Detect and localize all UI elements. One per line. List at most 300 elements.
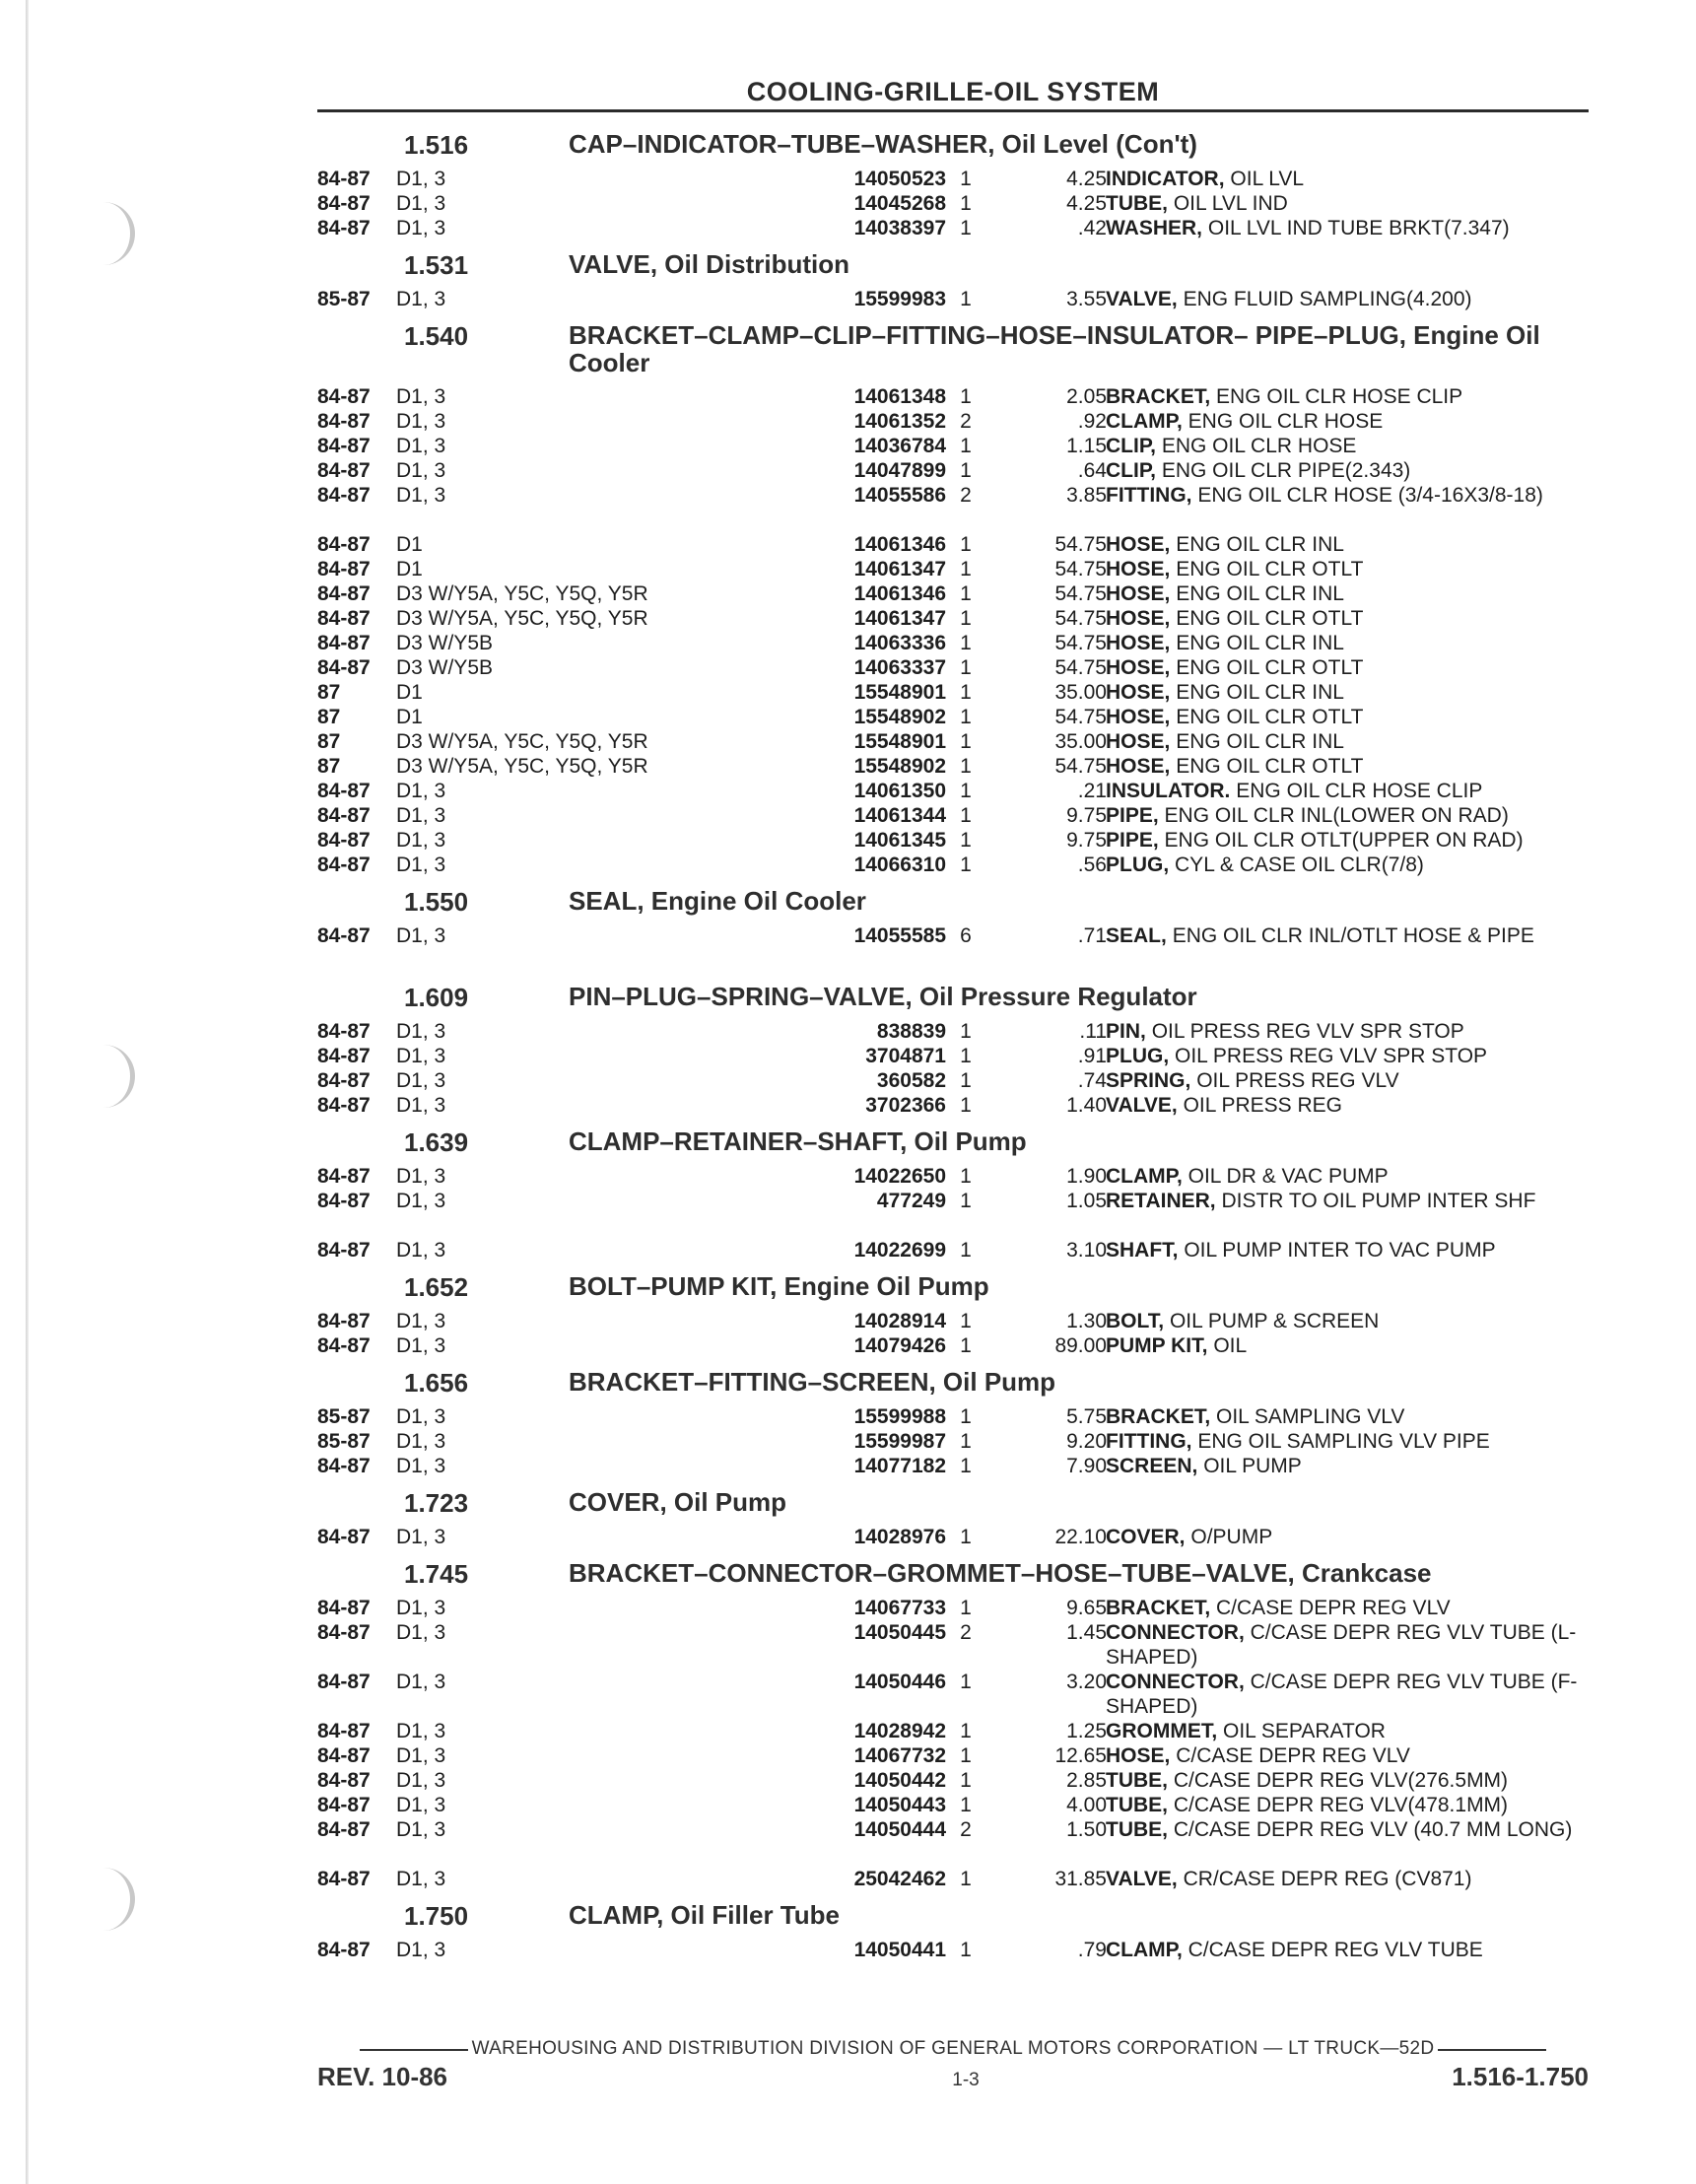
model-applicability: D1, 3 [396,780,446,802]
model-year: 84-87 [317,192,371,215]
quantity: 1 [960,385,972,408]
model-applicability: D3 W/Y5A, Y5C, Y5Q, Y5R [396,607,648,630]
model-applicability: D3 W/Y5B [396,632,494,654]
part-desc-text: ENG OIL CLR HOSE [1187,410,1384,433]
part-number: 14050443 [853,1794,946,1816]
part-desc-text: OIL LVL [1230,168,1305,190]
section-heading [317,1270,1589,1309]
part-row [317,631,1589,655]
model-applicability: D1, 3 [396,924,446,947]
model-year: 84-87 [317,1868,371,1890]
section-heading [317,128,1589,167]
part-name: RETAINER, [1106,1190,1216,1212]
quantity: 1 [960,1405,972,1428]
part-desc-text: C/CASE DEPR REG VLV TUBE [1187,1939,1483,1961]
section-number: 1.639 [404,1127,469,1157]
model-applicability: D1, 3 [396,853,446,876]
model-applicability: D1, 3 [396,1744,446,1767]
quantity: 1 [960,168,972,190]
model-year: 84-87 [317,1045,371,1067]
quantity: 1 [960,706,972,728]
model-year: 84-87 [317,459,371,482]
part-row [317,1429,1589,1454]
model-applicability: D1, 3 [396,1430,446,1453]
part-desc-text: OIL LVL IND TUBE BRKT(7.347) [1207,217,1510,239]
part-desc-text: ENG OIL CLR OTLT [1176,558,1364,580]
model-year: 84-87 [317,780,371,802]
part-number: 15548901 [853,730,946,753]
binder-hole-mark [91,1045,135,1108]
model-year: 87 [317,706,341,728]
price: 89.00 [1054,1334,1107,1357]
model-year: 84-87 [317,1939,371,1961]
model-applicability: D1, 3 [396,1239,446,1262]
part-row [317,191,1589,216]
part-desc-text: ENG FLUID SAMPLING(4.200) [1183,288,1472,310]
part-name: PIN, [1106,1020,1146,1043]
part-desc-text: OIL PUMP INTER TO VAC PUMP [1184,1239,1496,1262]
section-number: 1.652 [404,1272,469,1302]
quantity: 2 [960,1621,972,1644]
part-number: 14028942 [853,1720,946,1742]
model-year: 84-87 [317,582,371,605]
model-applicability: D1, 3 [396,1526,446,1548]
part-name: HOSE, [1106,533,1171,556]
model-year: 84-87 [317,1818,371,1841]
part-row [317,1938,1589,1962]
part-row [317,1189,1589,1238]
model-year: 84-87 [317,1597,371,1619]
part-name: PIPE, [1106,829,1159,852]
quantity: 1 [960,853,972,876]
quantity: 1 [960,1720,972,1742]
part-name: CLAMP, [1106,410,1183,433]
part-description [1106,483,1589,532]
quantity: 1 [960,533,972,556]
price: 1.40 [1066,1094,1107,1117]
part-number: 14022699 [853,1239,946,1262]
part-row [317,1743,1589,1768]
quantity: 1 [960,1430,972,1453]
part-row [317,1817,1589,1867]
model-applicability: D1 [396,533,423,556]
part-row [317,1309,1589,1333]
model-year: 84-87 [317,484,371,507]
page-title: COOLING-GRILLE-OIL SYSTEM [746,77,1160,106]
binder-hole-mark [91,202,135,265]
part-number: 14055585 [853,924,946,947]
part-number: 14047899 [853,459,946,482]
section-number: 1.745 [404,1559,469,1589]
part-desc-text: CYL & CASE OIL CLR(7/8) [1175,853,1424,876]
part-number: 14050445 [853,1621,946,1644]
model-year: 84-87 [317,410,371,433]
part-desc-text: C/CASE DEPR REG VLV TUBE (L-SHAPED) [1106,1621,1577,1669]
part-description [1106,1817,1589,1867]
part-name: FITTING, [1106,1430,1192,1453]
model-year: 84-87 [317,1020,371,1043]
part-desc-text: ENG OIL CLR INL [1176,533,1344,556]
part-row [317,803,1589,828]
model-year: 85-87 [317,1405,371,1428]
section-number: 1.531 [404,250,469,280]
section-heading [317,1486,1589,1525]
model-applicability: D1, 3 [396,1334,446,1357]
part-row [317,458,1589,483]
model-applicability: D1, 3 [396,168,446,190]
price: .74 [1077,1069,1107,1092]
part-row [317,1019,1589,1044]
model-year: 84-87 [317,1769,371,1792]
model-year: 84-87 [317,853,371,876]
quantity: 1 [960,459,972,482]
quantity: 1 [960,755,972,778]
part-row [317,483,1589,532]
model-applicability: D1, 3 [396,1094,446,1117]
section-number: 1.540 [404,321,469,351]
quantity: 1 [960,1868,972,1890]
section-number: 1.656 [404,1368,469,1398]
part-name: HOSE, [1106,755,1171,778]
quantity: 1 [960,288,972,310]
part-description [1106,1670,1589,1719]
quantity: 2 [960,1818,972,1841]
part-name: FITTING, [1106,484,1192,507]
quantity: 1 [960,1239,972,1262]
part-desc-text: OIL PRESS REG VLV SPR STOP [1151,1020,1464,1043]
part-description [1106,1938,1589,1987]
part-desc-text: OIL LVL IND [1173,192,1288,215]
part-number: 15599988 [853,1405,946,1428]
section-heading [317,1557,1589,1596]
price: .42 [1077,217,1107,239]
model-applicability: D1, 3 [396,288,446,310]
part-row [317,532,1589,557]
price: .79 [1077,1939,1107,1961]
model-applicability: D3 W/Y5A, Y5C, Y5Q, Y5R [396,755,648,778]
part-row [317,1620,1589,1670]
price: 7.90 [1066,1455,1107,1477]
price: 2.85 [1066,1769,1107,1792]
part-number: 14061344 [853,804,946,827]
part-name: HOSE, [1106,656,1171,679]
model-year: 84-87 [317,607,371,630]
section-title: BRACKET–CONNECTOR–GROMMET–HOSE–TUBE–VALVE, Crankcase [569,1558,1432,1588]
part-row [317,216,1589,240]
part-number: 14061350 [853,780,946,802]
model-year: 84-87 [317,804,371,827]
price: 54.75 [1054,656,1107,679]
footer-revision: REV. 10-86 [317,2062,448,2091]
model-applicability: D1, 3 [396,1069,446,1092]
quantity: 1 [960,1455,972,1477]
section-title: VALVE, Oil Distribution [569,249,850,279]
part-row [317,167,1589,191]
part-name: BRACKET, [1106,1405,1211,1428]
part-desc-text: ENG OIL CLR INL(LOWER ON RAD) [1164,804,1509,827]
quantity: 1 [960,1794,972,1816]
part-row [317,1525,1589,1549]
part-row [317,655,1589,680]
part-desc-text: ENG OIL CLR INL [1176,582,1344,605]
model-year: 87 [317,755,341,778]
part-name: COVER, [1106,1526,1186,1548]
part-desc-text: C/CASE DEPR REG VLV (40.7 MM LONG) [1173,1818,1573,1841]
part-name: HOSE, [1106,558,1171,580]
model-applicability: D1, 3 [396,804,446,827]
quantity: 1 [960,1045,972,1067]
price: 1.05 [1066,1190,1107,1212]
part-number: 14077182 [853,1455,946,1477]
part-desc-text: ENG OIL CLR OTLT [1176,755,1364,778]
part-row [317,1596,1589,1620]
model-year: 84-87 [317,1526,371,1548]
price: 54.75 [1054,706,1107,728]
section-title: PIN–PLUG–SPRING–VALVE, Oil Pressure Regulator [569,982,1197,1011]
model-applicability: D1 [396,706,423,728]
price: .71 [1077,924,1107,947]
quantity: 1 [960,192,972,215]
model-year: 84-87 [317,632,371,654]
part-name: HOSE, [1106,730,1171,753]
price: 4.25 [1066,168,1107,190]
part-description [1106,1189,1589,1238]
price: 1.45 [1066,1621,1107,1644]
model-applicability: D1 [396,681,423,704]
price: 3.85 [1066,484,1107,507]
part-desc-text: ENG OIL CLR PIPE(2.343) [1161,459,1411,482]
model-applicability: D1, 3 [396,1455,446,1477]
price: 9.75 [1066,829,1107,852]
part-name: HOSE, [1106,632,1171,654]
part-name: HOSE, [1106,681,1171,704]
part-row [317,1164,1589,1189]
part-number: 14079426 [853,1334,946,1357]
quantity: 1 [960,1671,972,1693]
footer-division-line [317,2038,1589,2060]
part-name: CLIP, [1106,435,1156,457]
model-applicability: D1 [396,558,423,580]
price: 5.75 [1066,1405,1107,1428]
price: 1.50 [1066,1818,1107,1841]
binder-edge [26,0,29,2184]
price: 1.30 [1066,1310,1107,1332]
part-number: 14050523 [853,168,946,190]
part-number: 14050446 [853,1671,946,1693]
model-year: 85-87 [317,288,371,310]
model-applicability: D1, 3 [396,1769,446,1792]
part-name: CLAMP, [1106,1165,1183,1188]
part-number: 477249 [876,1190,946,1212]
part-desc-text: OIL DR & VAC PUMP [1187,1165,1389,1188]
price: 54.75 [1054,582,1107,605]
price: 1.15 [1066,435,1107,457]
price: 54.75 [1054,558,1107,580]
part-number: 14067733 [853,1597,946,1619]
quantity: 1 [960,1526,972,1548]
price: 31.85 [1054,1868,1107,1890]
part-number: 14028976 [853,1526,946,1548]
part-name: TUBE, [1106,192,1168,215]
model-applicability: D1, 3 [396,192,446,215]
quantity: 1 [960,582,972,605]
part-desc-text: ENG OIL CLR OTLT(UPPER ON RAD) [1164,829,1524,852]
part-row [317,287,1589,311]
section-heading [317,319,1589,384]
model-applicability: D1, 3 [396,435,446,457]
part-number: 14028914 [853,1310,946,1332]
quantity: 1 [960,632,972,654]
part-row [317,705,1589,729]
part-desc-text: ENG OIL CLR OTLT [1176,706,1364,728]
model-applicability: D1, 3 [396,1045,446,1067]
part-number: 14038397 [853,217,946,239]
footer-rule-right [1438,2049,1546,2051]
part-desc-text: DISTR TO OIL PUMP INTER SHF [1221,1190,1536,1212]
quantity: 1 [960,1310,972,1332]
part-number: 14061347 [853,607,946,630]
model-applicability: D1, 3 [396,1190,446,1212]
model-year: 84-87 [317,1794,371,1816]
part-number: 15548901 [853,681,946,704]
part-row [317,680,1589,705]
part-desc-text: OIL PUMP & SCREEN [1169,1310,1380,1332]
part-number: 14063336 [853,632,946,654]
price: .11 [1079,1020,1107,1043]
part-name: SHAFT, [1106,1239,1179,1262]
quantity: 1 [960,1165,972,1188]
model-year: 84-87 [317,435,371,457]
part-row [317,1238,1589,1263]
section-title: BOLT–PUMP KIT, Engine Oil Pump [569,1271,989,1301]
price: 4.00 [1066,1794,1107,1816]
part-desc-text: ENG OIL CLR HOSE CLIP [1216,385,1463,408]
part-name: SPRING, [1106,1069,1191,1092]
part-description [1106,1620,1589,1670]
part-name: HOSE, [1106,1744,1171,1767]
model-applicability: D1, 3 [396,1405,446,1428]
part-number: 14050442 [853,1769,946,1792]
quantity: 1 [960,1939,972,1961]
part-number: 15599987 [853,1430,946,1453]
model-year: 84-87 [317,217,371,239]
section-number: 1.550 [404,887,469,917]
section-number: 1.750 [404,1901,469,1931]
price: 1.90 [1066,1165,1107,1188]
model-applicability: D1, 3 [396,1671,446,1693]
model-year: 87 [317,681,341,704]
price: .92 [1077,410,1107,433]
part-desc-text: OIL PRESS REG [1183,1094,1343,1117]
part-row [317,1454,1589,1478]
part-name: TUBE, [1106,1769,1168,1792]
price: 54.75 [1054,632,1107,654]
section-heading [317,885,1589,923]
part-row [317,409,1589,434]
part-number: 14066310 [853,853,946,876]
part-row [317,1768,1589,1793]
part-desc-text: ENG OIL SAMPLING VLV PIPE [1197,1430,1490,1453]
part-name: SEAL, [1106,924,1167,947]
quantity: 1 [960,1769,972,1792]
part-row [317,1404,1589,1429]
part-row [317,828,1589,853]
part-desc-text: C/CASE DEPR REG VLV [1176,1744,1410,1767]
model-year: 84-87 [317,1190,371,1212]
section-title: BRACKET–CLAMP–CLIP–FITTING–HOSE–INSULATOR– PIPE–PLUG, Engine Oil Cooler [569,320,1540,377]
model-year: 84-87 [317,533,371,556]
part-row [317,1044,1589,1068]
section-heading [317,1899,1589,1938]
part-name: BRACKET, [1106,1597,1211,1619]
price: 54.75 [1054,755,1107,778]
part-number: 14061347 [853,558,946,580]
part-desc-text: ENG OIL CLR HOSE [1161,435,1357,457]
part-number: 14036784 [853,435,946,457]
part-name: CONNECTOR, [1106,1621,1245,1644]
model-year: 84-87 [317,656,371,679]
quantity: 1 [960,804,972,827]
part-name: PUMP KIT, [1106,1334,1208,1357]
part-name: VALVE, [1106,1868,1178,1890]
model-applicability: D1, 3 [396,1939,446,1961]
part-number: 14050444 [853,1818,946,1841]
part-desc-text: ENG OIL CLR INL/OTLT HOSE & PIPE [1172,924,1534,947]
price: .91 [1077,1045,1107,1067]
section-heading [317,248,1589,287]
part-row [317,1068,1589,1093]
part-desc-text: ENG OIL CLR OTLT [1176,656,1364,679]
section-number: 1.516 [404,130,469,160]
part-name: SCREEN, [1106,1455,1198,1477]
part-name: INDICATOR, [1106,168,1225,190]
model-applicability: D1, 3 [396,217,446,239]
model-applicability: D1, 3 [396,1165,446,1188]
model-applicability: D1, 3 [396,1794,446,1816]
section-heading [317,981,1589,1019]
model-applicability: D1, 3 [396,1310,446,1332]
quantity: 1 [960,558,972,580]
footer-rule-left [360,2049,468,2051]
part-name: BOLT, [1106,1310,1165,1332]
part-number: 838839 [876,1020,946,1043]
price: 9.75 [1066,804,1107,827]
quantity: 1 [960,1744,972,1767]
part-row [317,581,1589,606]
quantity: 1 [960,1597,972,1619]
quantity: 1 [960,829,972,852]
part-row [317,1719,1589,1743]
price: 54.75 [1054,607,1107,630]
part-desc-text: C/CASE DEPR REG VLV(276.5MM) [1173,1769,1509,1792]
part-row [317,853,1589,877]
part-desc-text: OIL [1213,1334,1248,1357]
model-applicability: D1, 3 [396,829,446,852]
price: .64 [1077,459,1107,482]
part-desc-text: C/CASE DEPR REG VLV [1216,1597,1451,1619]
part-number: 15548902 [853,755,946,778]
part-number: 14061345 [853,829,946,852]
footer-section-range: 1.516-1.750 [1452,2062,1589,2091]
model-year: 84-87 [317,1069,371,1092]
part-name: CLAMP, [1106,1939,1183,1961]
model-year: 84-87 [317,558,371,580]
part-row [317,557,1589,581]
part-name: VALVE, [1106,288,1178,310]
part-row [317,1670,1589,1719]
model-year: 84-87 [317,1239,371,1262]
price: 1.25 [1066,1720,1107,1742]
